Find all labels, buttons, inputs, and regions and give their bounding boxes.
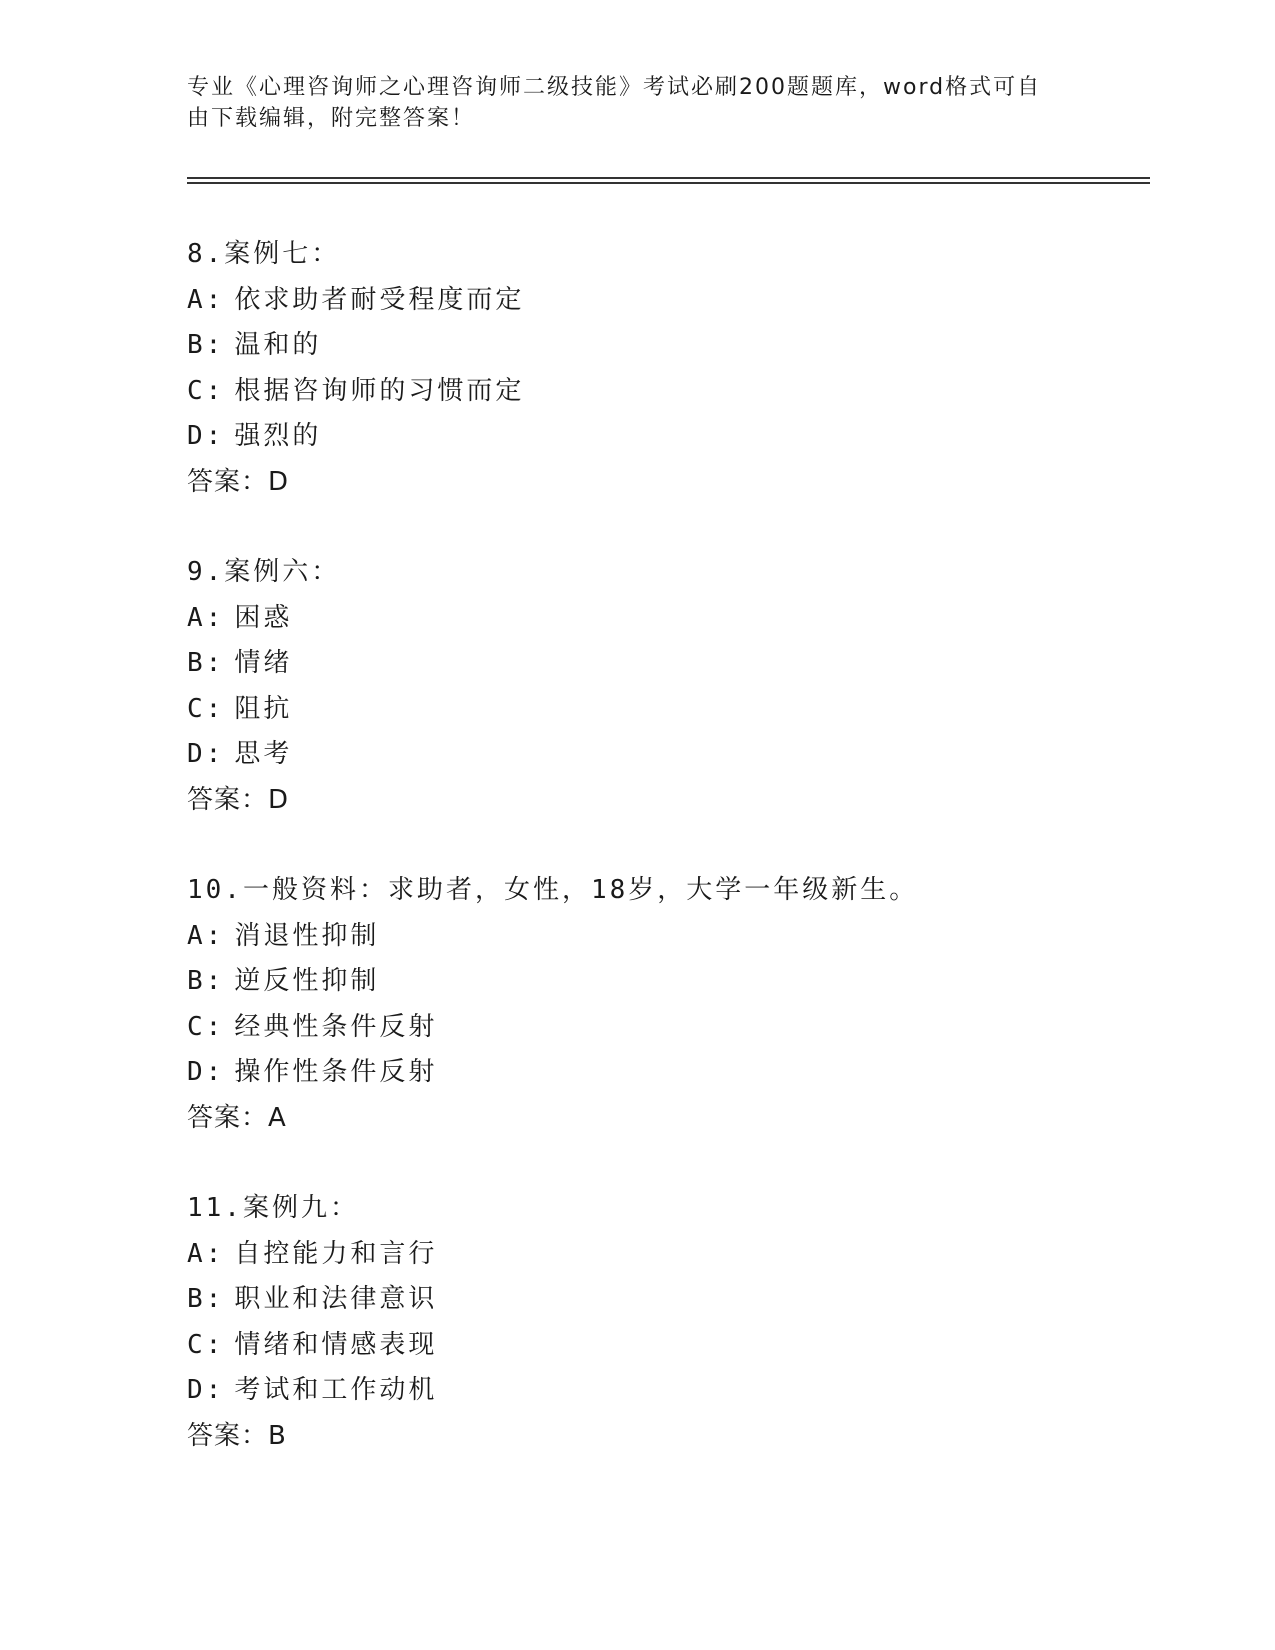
option-text: 操作性条件反射	[234, 1057, 438, 1087]
question-item	[187, 232, 1147, 505]
document-header	[187, 72, 1067, 134]
answer-line: 答案：D	[187, 466, 290, 497]
option-text: 强烈的	[234, 421, 322, 451]
answer-line: 答案：B	[187, 1420, 287, 1451]
question-stem: 10.一般资料：求助者，女性，18岁，大学一年级新生。	[187, 875, 919, 905]
option-text: 依求助者耐受程度而定	[234, 284, 525, 315]
option-text: 逆反性抑制	[234, 966, 380, 996]
option-d	[187, 414, 1147, 460]
option-key: C:	[187, 1329, 225, 1360]
header-intro-line-1: 专业《心理咨询师之心理咨询师二级技能》考试必刷200题题库，word格式可自	[187, 75, 1042, 100]
question-stem: 11.案例九：	[187, 1193, 359, 1223]
header-divider-top	[187, 177, 1150, 179]
option-b	[187, 959, 1147, 1005]
option-text: 温和的	[234, 330, 322, 360]
option-key: C:	[187, 375, 225, 406]
question-stem: 8.案例七：	[187, 239, 341, 269]
option-a	[187, 1232, 1147, 1278]
option-d	[187, 732, 1147, 778]
option-a	[187, 596, 1147, 642]
option-key: C:	[187, 693, 225, 724]
option-key: A:	[187, 602, 225, 633]
option-text: 情绪和情感表现	[234, 1329, 438, 1360]
option-b	[187, 641, 1147, 687]
option-c	[187, 1323, 1147, 1369]
question-item	[187, 1186, 1147, 1459]
option-a	[187, 278, 1147, 324]
option-b	[187, 1277, 1147, 1323]
option-key: D:	[187, 1057, 225, 1087]
option-c	[187, 687, 1147, 733]
option-key: B:	[187, 966, 225, 996]
option-key: B:	[187, 1284, 225, 1314]
option-b	[187, 323, 1147, 369]
header-divider-bottom	[187, 182, 1150, 184]
option-text: 阻抗	[234, 693, 293, 724]
option-key: B:	[187, 648, 225, 678]
option-text: 情绪	[234, 648, 293, 678]
option-d	[187, 1368, 1147, 1414]
option-key: A:	[187, 920, 225, 951]
option-c	[187, 1005, 1147, 1051]
answer-line: 答案：A	[187, 1102, 287, 1133]
option-key: A:	[187, 1238, 225, 1269]
option-text: 自控能力和言行	[234, 1238, 438, 1269]
option-key: D:	[187, 1375, 225, 1405]
answer-line: 答案：D	[187, 784, 290, 815]
option-key: D:	[187, 421, 225, 451]
question-list	[187, 232, 1147, 1504]
option-text: 思考	[234, 739, 293, 769]
option-key: B:	[187, 330, 225, 360]
option-text: 消退性抑制	[234, 920, 380, 951]
option-text: 职业和法律意识	[234, 1284, 438, 1314]
option-d	[187, 1050, 1147, 1096]
option-key: D:	[187, 739, 225, 769]
option-text: 根据咨询师的习惯而定	[234, 375, 525, 406]
option-text: 考试和工作动机	[234, 1375, 438, 1405]
question-stem: 9.案例六：	[187, 557, 341, 587]
question-item	[187, 868, 1147, 1141]
header-intro-line-2: 由下载编辑，附完整答案！	[187, 106, 476, 131]
option-key: C:	[187, 1011, 225, 1042]
option-a	[187, 914, 1147, 960]
option-c	[187, 369, 1147, 415]
option-text: 困惑	[234, 602, 293, 633]
question-item	[187, 550, 1147, 823]
option-key: A:	[187, 284, 225, 315]
option-text: 经典性条件反射	[234, 1011, 438, 1042]
